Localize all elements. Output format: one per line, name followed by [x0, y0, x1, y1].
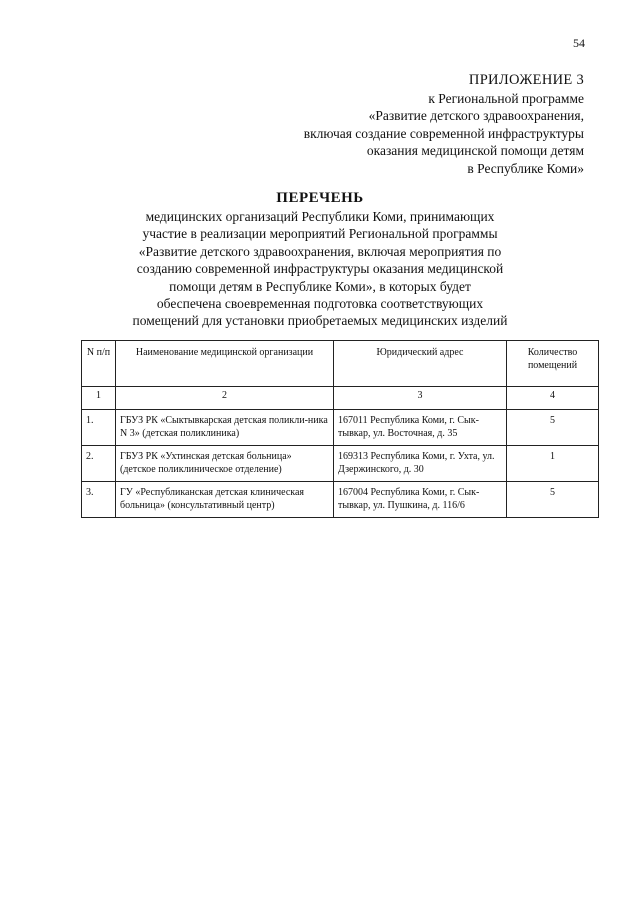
header-num: N п/п	[82, 341, 116, 387]
row-name: ГБУЗ РК «Ухтинская детская больница» (детское поликлиническое отделение)	[116, 446, 334, 482]
row-num: 2.	[82, 446, 116, 482]
table-header-row	[82, 341, 599, 387]
column-number: 3	[334, 387, 507, 410]
appendix-block	[204, 72, 584, 177]
header-count: Количество помещений	[507, 341, 599, 387]
document-subtitle	[100, 208, 540, 330]
column-number: 1	[82, 387, 116, 410]
column-numbers-row	[82, 387, 599, 410]
subtitle-line: созданию современной инфраструктуры оказания медицинской	[136, 261, 504, 277]
row-count: 5	[507, 410, 599, 446]
appendix-line: к Региональной программе	[428, 90, 584, 106]
header-name: Наименование медицинской организации	[116, 341, 334, 387]
subtitle-line: помещений для установки приобретаемых медицинских изделий	[132, 313, 508, 329]
row-name: ГБУЗ РК «Сыктывкарская детская поликли-ника N 3» (детская поликлиника)	[116, 410, 334, 446]
subtitle-line: помощи детям в Республике Коми», в которых будет	[169, 278, 471, 294]
header-address: Юридический адрес	[334, 341, 507, 387]
row-address: 167011 Республика Коми, г. Сык-тывкар, ул. Восточная, д. 35	[334, 410, 507, 446]
row-num: 1.	[82, 410, 116, 446]
row-address: 167004 Республика Коми, г. Сык-тывкар, ул. Пушкина, д. 116/6	[334, 482, 507, 518]
row-name: ГУ «Республиканская детская клиническая больница» (консультативный центр)	[116, 482, 334, 518]
appendix-line: включая создание современной инфраструктуры	[303, 125, 584, 141]
page-number: 54	[573, 36, 585, 50]
table-row	[82, 482, 599, 518]
subtitle-line: медицинских организаций Республики Коми, принимающих	[145, 209, 495, 224]
row-num: 3.	[82, 482, 116, 518]
organizations-table	[81, 340, 599, 518]
column-number: 2	[116, 387, 334, 410]
subtitle-line: обеспечена своевременная подготовка соответствующих	[156, 296, 484, 312]
appendix-line: оказания медицинской помощи детям	[366, 143, 584, 158]
row-address: 169313 Республика Коми, г. Ухта, ул. Дзержинского, д. 30	[334, 446, 507, 482]
appendix-line: в Республике Коми»	[467, 160, 584, 176]
column-number: 4	[507, 387, 599, 410]
document-heading: ПЕРЕЧЕНЬ	[276, 190, 364, 206]
table-row	[82, 446, 599, 482]
subtitle-line: участие в реализации мероприятий Региональной программы	[142, 226, 498, 242]
subtitle-line: «Развитие детского здравоохранения, включая мероприятия по	[138, 243, 502, 259]
appendix-line: «Развитие детского здравоохранения,	[368, 108, 584, 123]
table-row	[82, 410, 599, 446]
row-count: 5	[507, 482, 599, 518]
appendix-title: ПРИЛОЖЕНИЕ 3	[468, 72, 584, 88]
row-count: 1	[507, 446, 599, 482]
